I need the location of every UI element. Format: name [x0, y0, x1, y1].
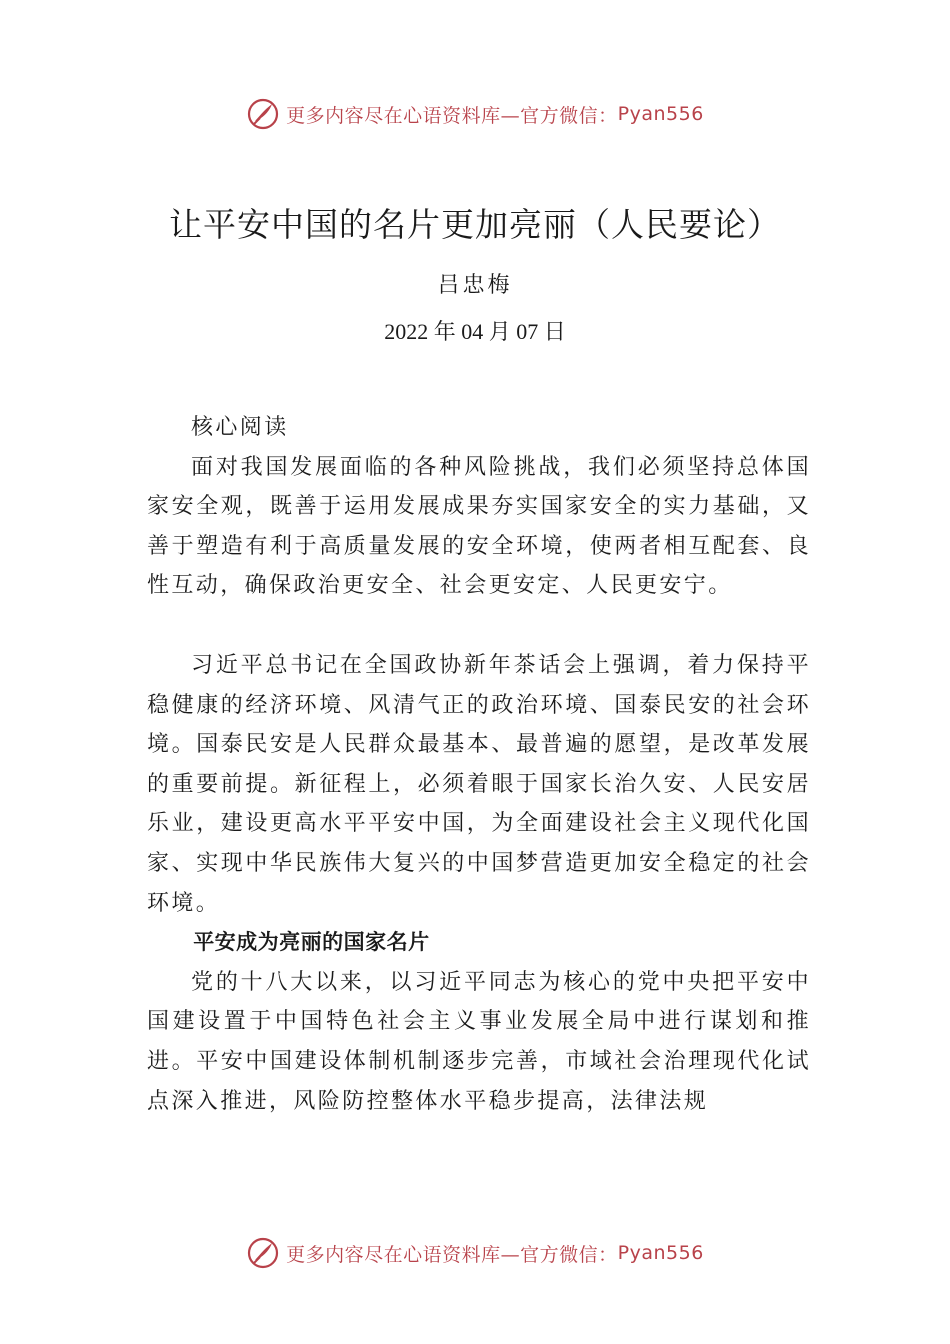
quill-pen-logo-icon [246, 97, 280, 131]
article-date: 2022 年 04 月 07 日 [384, 319, 566, 344]
watermark-handle: Pyan556 [617, 103, 704, 125]
paragraph-1: 习近平总书记在全国政协新年茶话会上强调，着力保持平稳健康的经济环境、风清气正的政治环境、国泰民安的社会环境。国泰民安是人民群众最基本、最普遍的愿望，是改革发展的重要前提。新征程上，必须着眼于国家长治久安、人民安居乐业，建设更高水平平安中国，为全面建设社会主义现代化国家、实现中华民族伟大复兴的中国梦营造更加安全稳定的社会环境。 [147, 652, 811, 916]
quill-pen-logo-icon [246, 1236, 280, 1270]
core-reading-label: 核心阅读 [191, 415, 289, 440]
watermark-text: 更多内容尽在心语资料库—官方微信： [286, 104, 618, 127]
paragraph-spacer [147, 606, 811, 646]
watermark-text: 更多内容尽在心语资料库—官方微信： [286, 1243, 618, 1266]
core-reading-text: 面对我国发展面临的各种风险挑战，我们必须坚持总体国家安全观，既善于运用发展成果夯实国家安全的实力基础，又善于塑造有利于高质量发展的安全环境，使两者相互配套、良性互动，确保政治更安全、社会更安定、人民更安宁。 [147, 454, 811, 599]
section-heading: 平安成为亮丽的国家名片 [193, 930, 430, 955]
watermark-handle: Pyan556 [617, 1242, 704, 1264]
paragraph-2: 党的十八大以来，以习近平同志为核心的党中央把平安中国建设置于中国特色社会主义事业发展全局中进行谋划和推进。平安中国建设体制机制逐步完善，市域社会治理现代化试点深入推进，风险防控整体水平稳步提高，法律法规 [147, 969, 811, 1114]
footer-watermark [0, 1233, 950, 1273]
article-body [147, 408, 811, 1121]
header-watermark [0, 94, 950, 134]
article-author: 吕忠梅 [437, 273, 513, 298]
article-title: 让平安中国的名片更加亮丽（人民要论） [169, 205, 781, 244]
